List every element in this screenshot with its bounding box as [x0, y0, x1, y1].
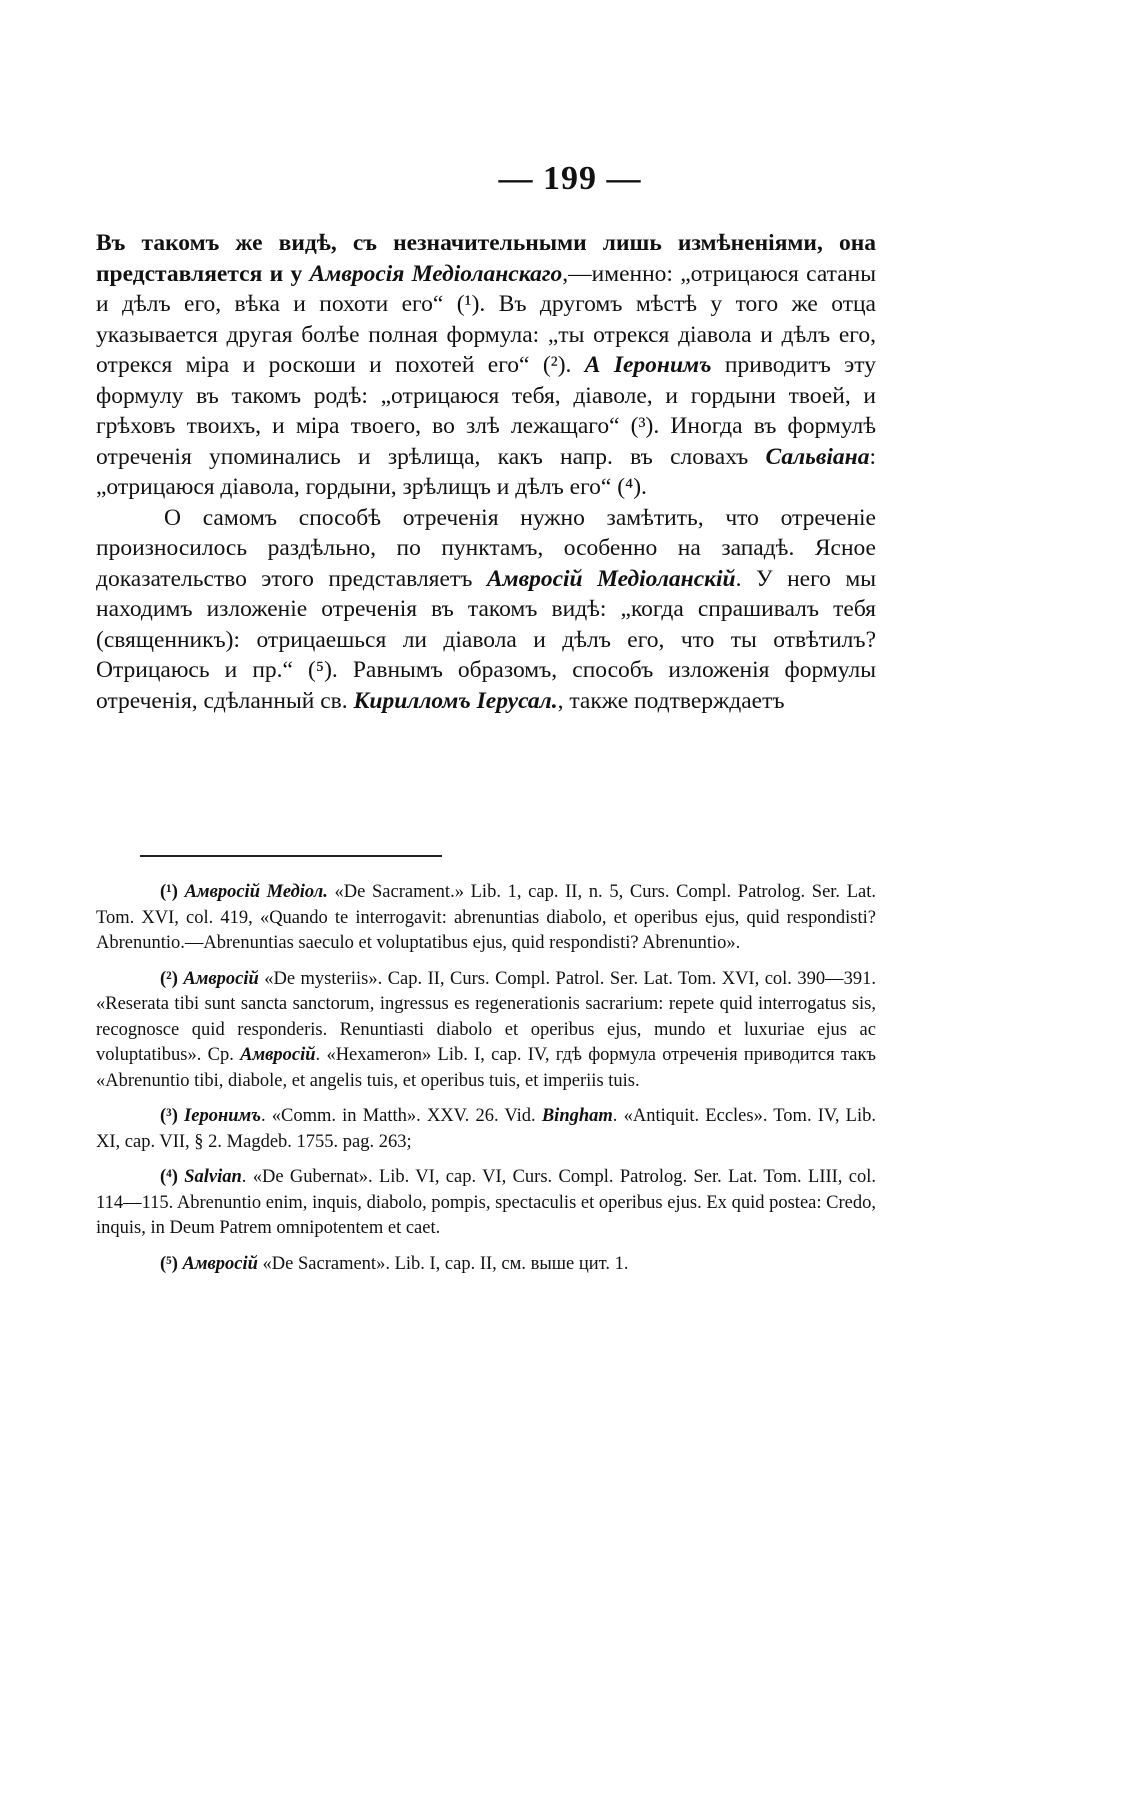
- footnotes: [96, 880, 876, 1287]
- page-number: — 199 —: [498, 160, 642, 197]
- author-name: Кирилломъ Іерусал.: [353, 687, 558, 714]
- text-run: , также подтверждаетъ: [557, 687, 785, 714]
- footnote-author: Амвросій: [183, 968, 259, 989]
- footnote-mark: (⁴): [160, 1167, 178, 1187]
- text-run: О самомъ способѣ отреченія нужно замѣтить, что отреченіе произносилось раздѣльно, по пунктамъ, особенно на западѣ. Ясное доказательство этого представляетъ: [96, 504, 876, 592]
- footnote-mark: (³): [160, 1106, 178, 1126]
- footnote-2: [96, 967, 876, 1095]
- author-name: А Іеронимъ: [584, 352, 712, 378]
- author-name: Сальвіана: [765, 443, 870, 470]
- footnote-5: [96, 1252, 876, 1278]
- footnote-author: Амвросій: [240, 1045, 316, 1065]
- footnote-text: «De mysteriis». Cap. II, Curs. Compl. Patrol. Ser. Lat. Tom. XVI, col. 390—391. «Reserata tibi sunt sancta sanctorum, ingressus es regenerationis sacrarium: repete quid interrogatus sis, recognosce quid responderis. Renuntiasti diabolo et operibus ejus, mundo et luxuriae ejus ac voluptatibus». Ср.: [96, 968, 877, 1065]
- footnote-mark: (²): [160, 968, 178, 989]
- footnote-author: Bingham: [541, 1106, 613, 1126]
- author-name: Амвросій Медіоланскій: [486, 565, 736, 592]
- footnote-text: . «Antiquit. Eccles». Tom. IV, Lib. XI, cap. VII, § 2. Magdeb. 1755. pag. 263;: [96, 1106, 876, 1152]
- main-text: [96, 228, 876, 716]
- footnote-1: [96, 880, 876, 957]
- paragraph-2: [96, 503, 876, 717]
- footnote-author: Іеронимъ: [184, 1106, 261, 1126]
- text-run: приводитъ эту формулу въ такомъ родѣ: „отрицаюся тебя, діаволе, и гордыни твоей, и грѣховъ твоихъ, и міра твоего, во злѣ лежащаго“ (³). Иногда въ формулѣ отреченія упоминались и зрѣлища, какъ напр. въ словахъ: [96, 352, 876, 470]
- paragraph-1: [96, 228, 876, 503]
- text-run: . У него мы находимъ изложеніе отреченія въ такомъ видѣ: „когда спрашивалъ тебя (священникъ): отрицаешься ли діавола и дѣлъ его, что ты отвѣтилъ? Отрицаюсь и пр.“ (⁵). Равнымъ образомъ, способъ изложенія формулы отреченія, сдѣланный св.: [96, 565, 877, 714]
- text-run: Въ такомъ же видѣ, съ незначительными лишь измѣненіями, она представляется и у: [96, 230, 876, 287]
- footnote-author: Амвросій Медіол.: [184, 882, 328, 902]
- footnote-text: . «De Gubernat». Lib. VI, cap. VI, Curs. Compl. Patrolog. Ser. Lat. Tom. LIII, col. 114—115. Abrenuntio enim, inquis, diabolo, pompis, spectaculis et operibus ejus. Ex quid postea: Credo, inquis, in Deum Patrem omnipotentem et caet.: [96, 1167, 876, 1238]
- footnote-mark: (⁵): [160, 1253, 178, 1274]
- text-run: ,—именно: „отрицаюся сатаны и дѣлъ его, вѣка и похоти его“ (¹). Въ другомъ мѣстѣ у того же отца указывается другая болѣе полная формула: „ты отрекся діавола и дѣлъ его, отрекся міра и роскоши и похотей его“ (²).: [96, 260, 877, 378]
- text-run: : „отрицаюся діавола, гордыни, зрѣлищъ и дѣлъ его“ (⁴).: [96, 443, 876, 500]
- footnote-mark: (¹): [160, 882, 178, 902]
- author-name: Амвросія Медіоланскаго: [309, 260, 563, 287]
- footnote-3: [96, 1104, 876, 1155]
- footnote-4: [96, 1165, 876, 1242]
- footnote-text: «De Sacrament.» Lib. 1, cap. II, n. 5, Curs. Compl. Patrolog. Ser. Lat. Tom. XVI, col. 419, «Quando te interrogavit: abrenuntias diabolo, et operibus ejus, quid respondisti? Abrenuntio.—Abrenuntias saeculo et voluptatibus ejus, quid respondisti? Abrenuntio».: [96, 882, 876, 953]
- footnote-text: . «Comm. in Matth». XXV. 26. Vid.: [260, 1106, 542, 1126]
- footnote-text: . «Hexameron» Lib. I, cap. IV, гдѣ формула отреченія приводится такъ «Abrenuntio tibi, diabole, et angelis tuis, et operibus tuis, et imperiis tuis.: [96, 1045, 876, 1091]
- footnote-author: Salvian: [184, 1167, 242, 1187]
- footnote-author: Амвросій: [182, 1253, 258, 1274]
- footnote-text: «De Sacrament». Lib. I, cap. II, см. выше цит. 1.: [257, 1253, 629, 1274]
- footnote-divider: [140, 855, 442, 857]
